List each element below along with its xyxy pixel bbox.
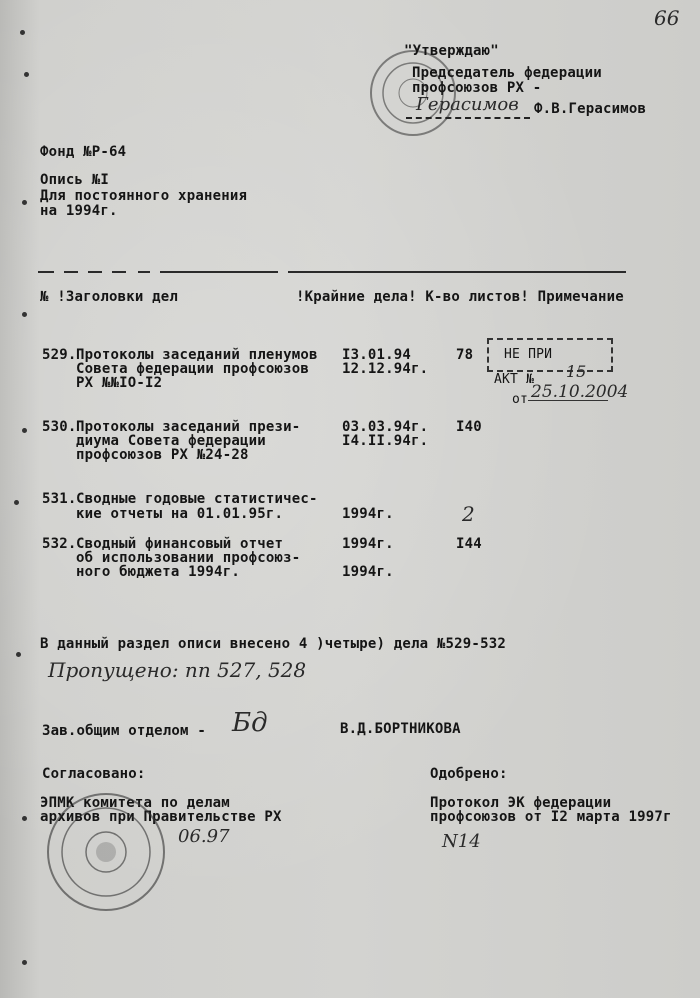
head-signature: Бд <box>232 708 268 738</box>
row-532-date-2: 1994г. <box>342 564 394 580</box>
stamp-line2: АКТ № <box>494 372 535 387</box>
agreed-label: Согласовано: <box>42 766 146 782</box>
agreed-line2: архивов при Правительстве РХ <box>40 809 282 825</box>
page-number: 66 <box>654 6 680 30</box>
approved-line1: Протокол ЭК федерации <box>430 795 612 811</box>
stamp-act-number: 15 <box>566 362 587 381</box>
stamp-line3: от <box>512 392 529 407</box>
row-529-date-1: I3.01.94 <box>342 347 412 363</box>
approval-line1: Председатель федерации <box>412 65 602 81</box>
row-530-title-3: профсоюзов РХ №24-28 <box>76 447 249 463</box>
row-529-number: 529. <box>42 347 77 363</box>
row-532-date-1: 1994г. <box>342 536 394 552</box>
summary-line: В данный раздел описи внесено 4 )четыре) дела №529-532 <box>40 636 506 652</box>
row-529-sheets: 78 <box>456 347 474 363</box>
approved-number: N14 <box>442 831 481 852</box>
row-531-handwritten: 2 <box>462 502 475 526</box>
agreed-seal <box>44 790 168 914</box>
head-name: В.Д.БОРТНИКОВА <box>340 721 461 737</box>
table-header-right: !Крайние дела! К-во листов! Примечание <box>296 289 624 305</box>
row-532-title-2: об использовании профсоюз- <box>76 550 301 566</box>
table-header-left: № !Заголовки дел <box>40 289 179 305</box>
row-530-date-1: 03.03.94г. <box>342 419 429 435</box>
row-530-date-2: I4.II.94г. <box>342 433 429 449</box>
stamp-line1: НЕ ПРИ <box>504 347 553 362</box>
row-529-title-2: Совета федерации профсоюзов <box>76 361 309 377</box>
agreed-line1: ЭПМК комитета по делам <box>40 795 230 811</box>
row-529-date-2: 12.12.94г. <box>342 361 429 377</box>
approved-line2: профсоюзов от I2 марта 1997г <box>430 809 672 825</box>
row-531-date-1: 1994г. <box>342 506 394 522</box>
row-532-number: 532. <box>42 536 77 552</box>
opis-number: Опись №I <box>40 172 110 188</box>
row-532-sheets: I44 <box>456 536 482 552</box>
row-530-title-2: диума Совета федерации <box>76 433 266 449</box>
row-529-title-3: РХ №№IO-I2 <box>76 375 163 391</box>
row-532-title-3: ного бюджета 1994г. <box>76 564 240 580</box>
row-530-title-1: Протоколы заседаний прези- <box>76 419 301 435</box>
approval-line2: профсоюзов РХ - <box>412 80 542 96</box>
approval-name: Ф.В.Герасимов <box>534 101 647 117</box>
approval-heading: "Утверждаю" <box>404 43 499 59</box>
row-530-sheets: I40 <box>456 419 482 435</box>
row-530-number: 530. <box>42 419 77 435</box>
skipped-note: Пропущено: nn 527, 528 <box>48 658 307 682</box>
row-531-number: 531. <box>42 491 77 507</box>
head-title: Зав.общим отделом - <box>42 723 206 739</box>
purpose-line1: Для постоянного хранения <box>40 188 248 204</box>
approved-label: Одобрено: <box>430 766 508 782</box>
approval-signature: Герасимов <box>416 94 519 115</box>
row-529-title-1: Протоколы заседаний пленумов <box>76 347 318 363</box>
purpose-line2: на 1994г. <box>40 203 118 219</box>
fond-number: Фонд №Р-64 <box>40 144 127 160</box>
row-531-title-2: кие отчеты на 01.01.95г. <box>76 506 284 522</box>
agreed-date: 06.97 <box>178 826 230 847</box>
stamp-date: 25.10.2004 <box>531 382 629 402</box>
row-532-title-1: Сводный финансовый отчет <box>76 536 284 552</box>
row-531-title-1: Сводные годовые статистичес- <box>76 491 318 507</box>
